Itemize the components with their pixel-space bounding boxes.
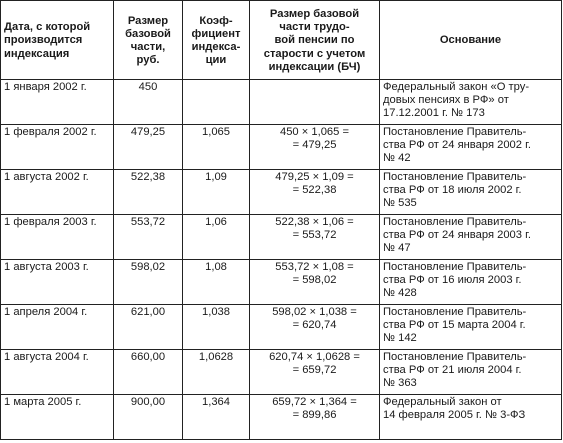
cell-date: 1 августа 2002 г. (1, 170, 114, 215)
calc-line: = 522,38 (292, 184, 337, 197)
header-line: Размер (127, 14, 169, 27)
calc-line: 522,38 × 1,06 = (275, 216, 354, 228)
table-row (1, 170, 562, 215)
header-line: Коэф- (199, 14, 233, 27)
basis-line: Федеральный закон «О тру- (383, 81, 530, 93)
cell-date: 1 апреля 2004 г. (1, 305, 114, 350)
basis-line: ства РФ от 16 июля 2003 г. (383, 274, 522, 287)
basis-line: № 142 (383, 332, 417, 345)
cell-date: 1 марта 2005 г. (1, 395, 114, 440)
cell-basis (380, 260, 562, 305)
basis-line: № 47 (383, 242, 411, 255)
cell-calculation (250, 350, 380, 395)
cell-basis (380, 395, 562, 440)
cell-calculation (250, 215, 380, 260)
header-line: производится (4, 34, 83, 47)
header-line: индекса- (191, 41, 241, 53)
table-row (1, 260, 562, 305)
calc-line: = 659,72 (292, 364, 337, 377)
basis-line: № 363 (383, 377, 417, 390)
basis-line: довых пенсиях в РФ» от (383, 94, 509, 107)
cell-amount: 621,00 (114, 305, 183, 350)
header-line: старости с учетом (263, 47, 366, 60)
cell-amount: 522,38 (114, 170, 183, 215)
basis-line: Постановление Правитель- (383, 171, 527, 183)
cell-coefficient: 1,06 (183, 215, 250, 260)
cell-calculation (250, 80, 380, 125)
header-line: части трудо- (279, 21, 350, 34)
cell-amount: 660,00 (114, 350, 183, 395)
cell-coefficient (183, 80, 250, 125)
header-line: Основание (439, 34, 502, 47)
cell-basis (380, 215, 562, 260)
basis-line: 17.12.2001 г. № 173 (383, 107, 485, 120)
header-line: вой пенсии по (274, 34, 355, 47)
cell-date: 1 августа 2003 г. (1, 260, 114, 305)
calc-line: = 620,74 (292, 319, 337, 332)
basis-line: Постановление Правитель- (383, 351, 527, 363)
header-line: базовой (125, 27, 171, 40)
basis-line: Федеральный закон от (383, 396, 502, 408)
calc-line: = 479,25 (292, 139, 337, 152)
cell-coefficient: 1,038 (183, 305, 250, 350)
table-header-row (1, 1, 562, 80)
cell-amount: 479,25 (114, 125, 183, 170)
table-row (1, 395, 562, 440)
cell-amount: 450 (114, 80, 183, 125)
basis-line: № 42 (383, 152, 411, 165)
basis-line: ства РФ от 18 июля 2002 г. (383, 184, 522, 197)
cell-basis (380, 80, 562, 125)
cell-date: 1 августа 2004 г. (1, 350, 114, 395)
table-row (1, 125, 562, 170)
basis-line: ства РФ от 15 марта 2004 г. (383, 319, 526, 332)
header-coefficient (183, 1, 250, 80)
header-amount (114, 1, 183, 80)
calc-line: 450 × 1,065 = (279, 126, 350, 138)
calc-line: 479,25 × 1,09 = (275, 171, 354, 183)
cell-date: 1 февраля 2003 г. (1, 215, 114, 260)
cell-amount: 598,02 (114, 260, 183, 305)
cell-coefficient: 1,065 (183, 125, 250, 170)
basis-line: Постановление Правитель- (383, 216, 527, 228)
calc-line: = 899,86 (292, 409, 337, 422)
basis-line: № 535 (383, 197, 417, 210)
header-line: Дата, с которой (4, 21, 91, 34)
header-calculation (250, 1, 380, 80)
cell-coefficient: 1,08 (183, 260, 250, 305)
cell-amount: 900,00 (114, 395, 183, 440)
basis-line: ства РФ от 21 июля 2004 г. (383, 364, 522, 377)
cell-date: 1 января 2002 г. (1, 80, 114, 125)
calc-line: = 553,72 (292, 229, 337, 242)
calc-line: 553,72 × 1,08 = (275, 261, 354, 273)
header-line: части, (130, 41, 166, 53)
calc-line: 620,74 × 1,0628 = (269, 351, 360, 363)
header-line: индексация (4, 47, 70, 60)
header-date (1, 1, 114, 80)
table-row (1, 350, 562, 395)
cell-calculation (250, 395, 380, 440)
cell-basis (380, 125, 562, 170)
header-line: индексации (БЧ) (268, 60, 361, 73)
cell-date: 1 февраля 2002 г. (1, 125, 114, 170)
table-row (1, 80, 562, 125)
cell-calculation (250, 125, 380, 170)
calc-line: = 598,02 (292, 274, 337, 287)
calc-line: 598,02 × 1,038 = (272, 306, 357, 318)
basis-line: № 428 (383, 287, 417, 300)
header-line: фициент (191, 27, 241, 40)
basis-line: Постановление Правитель- (383, 126, 527, 138)
table-row (1, 215, 562, 260)
cell-calculation (250, 305, 380, 350)
basis-line: Постановление Правитель- (383, 306, 527, 318)
cell-basis (380, 350, 562, 395)
cell-basis (380, 305, 562, 350)
cell-calculation (250, 170, 380, 215)
basis-line: ства РФ от 24 января 2003 г. (383, 229, 531, 242)
cell-coefficient: 1,364 (183, 395, 250, 440)
header-basis (380, 1, 562, 80)
basis-line: 14 февраля 2005 г. № 3-ФЗ (383, 409, 526, 422)
basis-line: ства РФ от 24 января 2002 г. (383, 139, 531, 152)
header-line: руб. (136, 54, 160, 67)
header-line: Размер базовой (269, 7, 360, 20)
calc-line: 659,72 × 1,364 = (272, 396, 357, 408)
basis-line: Постановление Правитель- (383, 261, 527, 273)
header-line: ции (205, 54, 227, 67)
cell-calculation (250, 260, 380, 305)
cell-coefficient: 1,0628 (183, 350, 250, 395)
cell-coefficient: 1,09 (183, 170, 250, 215)
cell-basis (380, 170, 562, 215)
cell-amount: 553,72 (114, 215, 183, 260)
table-row (1, 305, 562, 350)
